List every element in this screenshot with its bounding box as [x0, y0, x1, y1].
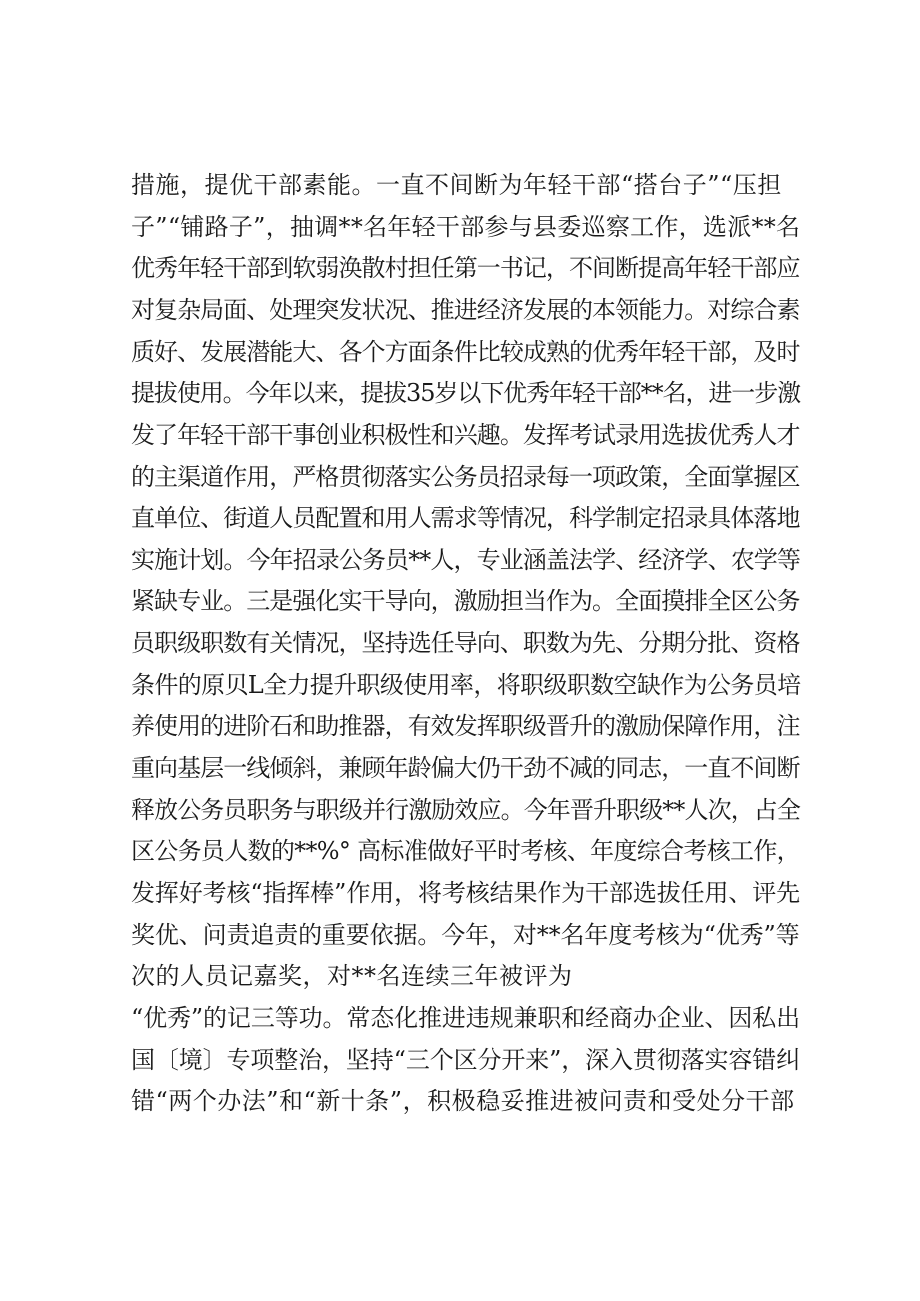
text-line: 优秀年轻干部到软弱涣散村担任第一书记，不间断提高年轻干部应 — [131, 254, 800, 282]
text-line: 质好、发展潜能大、各个方面条件比较成熟的优秀年轻干部，及时 — [131, 338, 800, 366]
text-line: 子”“铺路子”，抽调**名年轻干部参与县委巡察工作，选派**名 — [131, 213, 801, 241]
text-line: 提拔使用。今年以来，提拔35岁以下优秀年轻干部**名，进一步激 — [131, 379, 801, 407]
text-line: 紧缺专业。三是强化实干导向，激励担当作为。全面摸排全区公务 — [131, 587, 800, 615]
text-line: 国〔境〕专项整治，坚持“三个区分开来”，深入贯彻落实容错纠 — [131, 1046, 801, 1074]
text-line: 措施，提优干部素能。一直不间断为年轻干部“搭台子”“压担 — [131, 171, 782, 199]
text-line: 养使用的进阶石和助推器，有效发挥职级晋升的激励保障作用，注 — [131, 712, 800, 740]
text-line: 直单位、街道人员配置和用人需求等情况，科学制定招录具体落地 — [131, 504, 800, 532]
text-line: 实施计划。今年招录公务员**人，专业涵盖法学、经济学、农学等 — [131, 546, 800, 574]
text-line: 员职级职数有关情况，坚持选任导向、职数为先、分期分批、资格 — [131, 629, 800, 657]
text-line: 释放公务员职务与职级并行激励效应。今年晋升职级**人次，占全 — [131, 796, 800, 824]
text-line: “优秀”的记三等功。常态化推进违规兼职和经商办企业、因私出 — [131, 1004, 801, 1032]
text-line: 重向基层一线倾斜，兼顾年龄偏大仍干劲不减的同志，一直不间断 — [131, 754, 800, 782]
text-line: 发挥好考核“指挥棒”作用，将考核结果作为干部选拔任用、评先 — [131, 879, 801, 907]
text-line: 对复杂局面、处理突发状况、推进经济发展的本领能力。对综合素 — [131, 296, 800, 324]
text-line: 次的人员记嘉奖，对**名连续三年被评为 — [131, 962, 573, 990]
text-line: 奖优、问责追责的重要依据。今年，对**名年度考核为“优秀”等 — [131, 921, 800, 949]
text-line: 发了年轻干部干事创业积极性和兴趣。发挥考试录用选拔优秀人才 — [131, 421, 800, 449]
text-line: 条件的原贝L全力提升职级使用率，将职级职数空缺作为公务员培 — [131, 671, 801, 699]
text-line: 错“两个办法”和“新十条”，积极稳妥推进被问责和受处分干部 — [131, 1087, 795, 1115]
text-line: 区公务员人数的**%° 高标准做好平时考核、年度综合考核工作， — [131, 837, 800, 865]
text-line: 的主渠道作用，严格贯彻落实公务员招录每一项政策，全面掌握区 — [131, 463, 800, 491]
